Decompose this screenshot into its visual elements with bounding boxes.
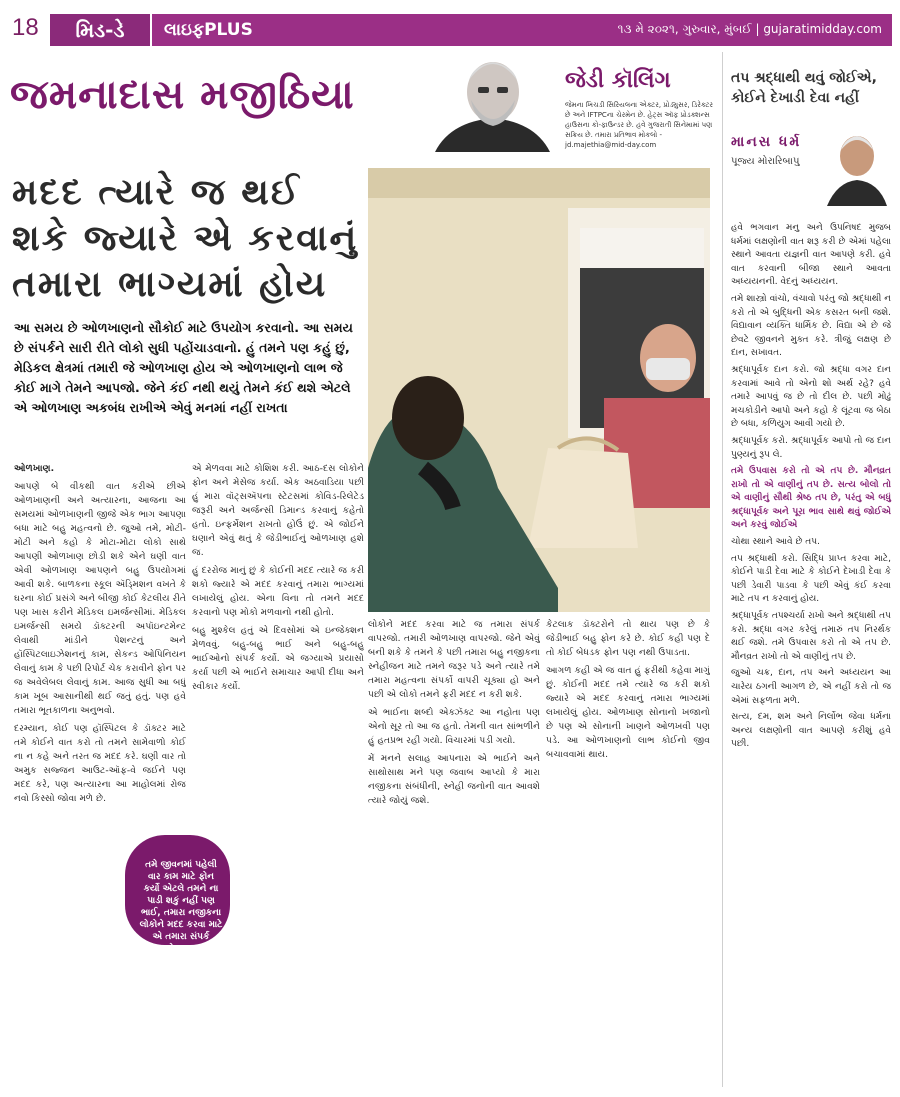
paragraph: મેં મનને સલાહ આપનારા એ ભાઈને અને સાથોસાથ મને પણ જવાબ આપ્યો કે મારા નજીકના સંબંધીની, સ્નેહી જનોની વાત આવશે ત્યારે જોયું જશે. [368, 753, 540, 806]
brand-logo: મિડ-ડે [50, 14, 150, 46]
page-number: 18 [12, 14, 39, 41]
body-column-2 [192, 462, 364, 842]
dateline: ૧૩ મે ૨૦૨૧, ગુરુવાર, મુંબઈ | gujaratimidday.com [617, 22, 882, 36]
column-masthead [10, 52, 720, 152]
paragraph: તપ શ્રદ્ધાથી કરો. સિદ્ધિ પ્રાપ્ત કરવા માટે, કોઈને પાડી દેવા માટે કે કોઈને દેખાડી દેવા કે પછી ડેવારી પાડવા કે પછી એવું કંઈ કરવા માટે તપ ન કરવાનું હોય. [731, 553, 891, 605]
sidebar-author: પૂજ્ય મોરારિબાપુ [731, 156, 800, 167]
paragraph: આગળ કહી એ જ વાત હું ફરીથી કહેવા માગું છું. કોઈની મદદ તમે ત્યારે જ કરી શકો જ્યારે એ મદદ કરવાનું તમારા ભાગ્યમાં લખાયેલું હોય. ઓળખાણ સોનાનો ખજાનો છે પણ એ સોનાની ખાણને ઓળખવી પણ પડે. આ ઓળખાણનો લાભ કોઈનો જીવ બચાવવામાં થાય. [546, 665, 710, 760]
columnist-portrait [425, 52, 560, 152]
section-subhead: ઓળખાણ. [14, 463, 55, 474]
body-column-3 [368, 618, 540, 1088]
paragraph: હવે ભગવાન મનુ અને ઉપનિષદ મુજબ ધર્મમાં લક્ષણોની વાત શરૂ કરી છે એમાં પહેલા સ્થાને આવતા યજ્ઞની વાત આપણે કરી. હવે વાત કરવાની બીજા સ્થાને આવતા અધ્યયનની. વેદનું અધ્યયન. [731, 223, 891, 288]
paragraph: સત્ય, દમ, શમ અને નિર્લોભ જેવા ધર્મના અન્ય લક્ષણોની વાત આપણે કરીશું હવે પછી. [731, 712, 891, 750]
paragraph: જુઓ ચક્ર, દાન, તપ અને અધ્યયન આ ચારેય ઠગની આગળ છે, એ નહીં કરો તો જ એમાં સફળતા મળે. [731, 668, 891, 706]
paragraph: શ્રદ્ધાપૂર્વક દાન કરો. જો શ્રદ્ધા વગર દાન કરવામાં આવે તો એનો શો અર્થ રહે? હવે તમારે આપવું જ છે તો દીલ છે. પછી મોઢું મચકોડીને આપો અને કહો કે લૂંટવા જ બેઠા છે બધા, કળિયુગ આવી ગયો છે. [731, 364, 891, 430]
paragraph: શ્રદ્ધાપૂર્વક તપશ્ચર્યા રાખો અને શ્રદ્ધાથી તપ કરો. શ્રદ્ધા વગર કરેલું તમારું તપ નિરર્થક થઈ જશે. તમે ઉપવાસ કરો તો એ તપ છે. મૌનવ્રત રાખો તો એ વાણીનું તપ છે. [731, 611, 891, 662]
top-banner [10, 12, 890, 50]
paragraph: એ ભાઈના શબ્દો એક્ઝૅક્ટ આ નહોતા પણ એનો સૂર તો આ જ હતો. તેમની વાત સાંભળીને હું હતપ્રભ રહી ગયો. વિચારમાં પડી ગયો. [368, 707, 540, 746]
column-title: જેડી કૉલિંગ [565, 68, 671, 93]
sidebar-column-header [731, 134, 821, 167]
section-banner [152, 14, 892, 46]
paragraph: શ્રદ્ધાપૂર્વક કરો. શ્રદ્ધાપૂર્વક આપો તો જ દાન પુણ્યનું રૂપ લે. [731, 435, 891, 460]
paragraph: ચોથા સ્થાને આવે છે તપ. [731, 537, 820, 548]
paragraph: એ મેળવવા માટે કોશિશ કરી. આઠ-દસ લોકોને ફોન અને મેસેજ કર્યા. એક અઠવાડિયા પછી હું મારા વૉટ્સઍપના સ્ટેટસમાં કોવિડ-રિલેટેડ જરૂરી અને અર્જન્સી ડિમાન્ડ કરવાનું કહેતો હતો. ઇન્ફર્મેશન રાખતો હોઉં છું. એ જોઈને ઘણાને એવું થતું કે જેડીભાઈનું ઓળખાણ હશે જ. [192, 463, 364, 558]
pull-quote [125, 835, 230, 1002]
paragraph: લોકોને મદદ કરવા માટે જ તમારા સંપર્ક વાપરજો. તમારી ઓળખાણ વાપરજો. જેને એવું બની શકે કે તમને કે પછી તમારા બહુ નજીકના સ્નેહીજન માટે તમને જરૂર પડે અને ત્યારે તમે તમારા મહત્વના સંપર્કો વાપરી ચૂક્યા હો અને પછી એ લોકો તમને ફરી મદદ ન કરી શકે. [368, 619, 540, 700]
paragraph: તમે શાસ્ત્રો વાંચો, વંચાવો પરંતુ જો શ્રદ્ધાથી ન કરો તો એ બુદ્ધિની એક કસરત બની જશે. વિદ્યાવાન વ્યક્તિ ધાર્મિક છે. વિદ્યા એ છે જે છેવટે જીવનને મુક્ત કરે. ત્રીજું લક્ષણ છે દાન, સખાવત. [731, 293, 891, 359]
sidebar-headline: તપ શ્રદ્ધાથી થવું જોઈએ, કોઈને દેખાડી દેવા નહીં [731, 70, 877, 106]
section-name: લાઇફPLUS [164, 20, 253, 40]
columnist-bio: જેમના ખિચડી સિરિયલના એક્ટર, પ્રોડ્યુસર, ડિરેક્ટર છે અને IFTPCના ચેરમેન છે. હેટ્સ ઑફ પ્રોડક્શન્સ હાઉસના કો-ફાઉન્ડર છે. હવે ગુજરાતી સિનેમામાં પણ સક્રિય છે. તમારા પ્રતિભાવ મોકલો - jd.majethia@mid-day.com [565, 101, 714, 149]
body-column-4 [546, 618, 710, 1088]
pull-quote-text: તમે જીવનમાં પહેલી વાર કામ માટે ફોન કર્યો એટલે તમને ના પાડી શકું નહીં પણ ભાઈ, તમારા નજીકના લોકોને મદદ કરવા માટે એ તમારા સંપર્ક વાપરજો. અત્યારના સમયમાં લોકો એકથી વધુ વાર ફેવર કરતા નથી ને કાં તો કરી શકતા નથી [139, 860, 223, 1002]
sidebar-column-name: માનસ ધર્મ [731, 134, 802, 150]
article-photo [368, 168, 710, 612]
paragraph: કેટલાક ડૉક્ટરોને તો થાય પણ છે કે જેડીભાઈ બહુ ફોન કરે છે. કોઈ કહી પણ દે તો કોઈ બેધડક ફોન પણ નથી ઉપાડતા. [546, 619, 710, 658]
sidebar-highlight-quote: તમે ઉપવાસ કરો તો એ તપ છે. મૌનવ્રત રાખો તો એ વાણીનું તપ છે. સત્ય બોલો તો એ વાણીનું સૌથી શ્રેષ્ઠ તપ છે, પરંતુ એ બધું શ્રદ્ધાપૂર્વક અને પૂરા ભાવ સાથે થવું જોઈએ અને કરવું જોઈએ [731, 466, 891, 531]
sidebar-author-portrait [823, 124, 891, 206]
article-headline: મદદ ત્યારે જ થઈ શકે જ્યારે એ કરવાનું તમારા ભાગ્યમાં હોય [12, 172, 359, 305]
sidebar-body [731, 222, 891, 755]
sidebar-column [722, 52, 890, 1087]
paragraph: દરમ્યાન, કોઈ પણ હૉસ્પિટલ કે ડૉક્ટર માટે તમે કોઈને વાત કરો તો તમને સામેવાળો કોઈ ના ન કહે અને તરત જ મદદ કરે. ઘણી વાર તો અમુક સજ્જન આઉટ-ઑફ-વે જઈને પણ મદદ કરે, પણ અત્યારના આ માહોલમાં રોજ નવો કિસ્સો જોવા મળે છે. [14, 723, 186, 804]
paragraph: હું દરરોજ માનું છું કે કોઈની મદદ ત્યારે જ કરી શકો જ્યારે એ મદદ કરવાનું તમારા ભાગ્યમાં લખાયેલું હોય. એના વિના તો તમને મદદ કરવાનો પણ મોકો મળવાનો નથી હોતો. [192, 565, 364, 618]
columnist-name: જમનાદાસ મજીઠિયા [10, 72, 355, 118]
paragraph: બહુ મુશ્કેલ હતું એ દિવસોમાં એ ઇન્જેક્શન મેળવવું. બહુ-બહુ ભાઈ અને બહુ-બહુ ભાઈઓનો સંપર્ક કર્યો. એ જગ્યાએ પ્રયાસો કર્યા પછી એ ભાઈને સમાચાર આપી દીધા અને સ્વીકાર કર્યો. [192, 625, 364, 692]
article-intro: આ સમય છે ઓળખાણનો સૌકોઈ માટે ઉપયોગ કરવાનો. આ સમય છે સંપર્કને સારી રીતે લોકો સુધી પહોંચાડવાનો. હું તમને પણ કહું છું, મેડિકલ ક્ષેત્રમાં તમારી જે ઓળખાણ હોય એ ઓળખાણનો લાભ જે કોઈ માગે તેમને આપજો. જેને કંઈ નથી થયું તેમને કંઈ થશે એટલે એ ઓળખાણ અકબંધ રાખીએ એવું મનમાં નહીં રાખતા [14, 320, 353, 415]
paragraph: આપણે બે વીકથી વાત કરીએ છીએ ઓળખાણની અને અત્યારના, આજના આ સમયમાં ઓળખાણની જીજે એક ભાગ આપણા બધા માટે બહુ મહત્વનો છે. જુઓ તમે, મોટી-મોટી અને કહો કે મોટા-મોટા લોકો સાથે આપણી ઓળખાણ છોડી શકે એને ઘણી વાત એવી ઓળખાણ આપણને બહુ ઉપયોગમાં આવી શકે. બાળકના સ્કૂલ ઍડ્મિશન વખતે કે ઘરના કોઈ પ્રસંગે અને બીજી કોઈ કેટલીય રીતે પણ ખાસ કરીને મેડિકલ ઇમર્જન્સીમાં. મેડિકલ ઇમર્જન્સી સમયે ડૉક્ટરની અપૉઇન્ટમેન્ટ લેવાથી માંડીને પેશન્ટનું અને હૉસ્પિટલાઇઝેશનનું કામ, સેકન્ડ ઓપિનિયન લેવાનું કામ કે પછી રિપોર્ટ ચેક કરાવીને ફોન પર જ અવેલેબલ લેવાનું કામ. આજ સુધી આ બધું કામ ખૂબ આસાનીથી થઈ જતું હતું. પણ હવે તમારા ભૂતકાળના અનુભવો. [14, 481, 186, 716]
